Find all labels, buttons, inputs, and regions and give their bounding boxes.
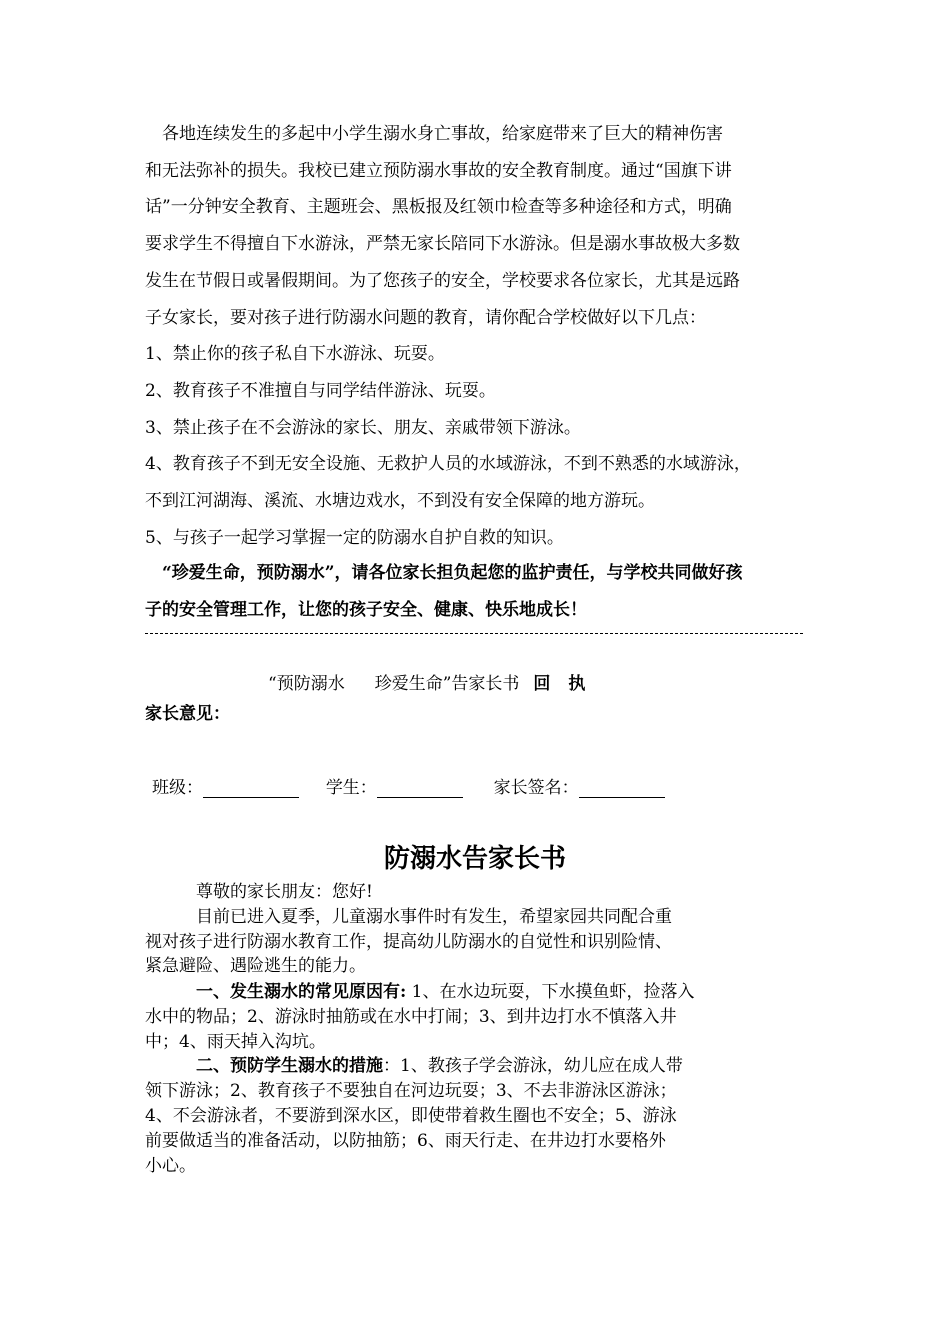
notice-item: 4、教育孩子不到无安全设施、无救护人员的水域游泳，不到不熟悉的水域游泳， <box>145 454 751 474</box>
notice-line: 要求学生不得擅自下水游泳，严禁无家长陪同下水游泳。但是溺水事故极大多数 <box>145 234 740 254</box>
notice-line: 各地连续发生的多起中小学生溺水身亡事故，给家庭带来了巨大的精神伤害 <box>145 124 723 144</box>
letter-line: 二、预防学生溺水的措施：1、教孩子学会游泳，幼儿应在成人带 <box>145 1056 683 1076</box>
letter-line: 一、发生溺水的常见原因有: 1、在水边玩耍，下水摸鱼虾，捡落入 <box>145 982 695 1002</box>
notice-item: 5、与孩子一起学习掌握一定的防溺水自护自救的知识。 <box>145 528 564 548</box>
letter-line: 4、不会游泳者，不要游到深水区，即使带着救生圈也不安全；5、游泳 <box>145 1106 677 1126</box>
signature-label: 家长签名： <box>493 778 579 798</box>
letter-line: 领下游泳；2、教育孩子不要独自在河边玩耍；3、不去非游泳区游泳； <box>145 1081 677 1101</box>
notice-line: 话”一分钟安全教育、主题班会、黑板报及红领巾检查等多种途径和方式，明确 <box>145 197 732 217</box>
letter-line: 小心。 <box>145 1156 196 1176</box>
receipt-title-part1: “预防溺水 <box>268 674 345 694</box>
receipt-title-bold: 回 执 <box>533 674 592 694</box>
notice-line: 发生在节假日或暑假期间。为了您孩子的安全，学校要求各位家长，尤其是远路 <box>145 271 740 291</box>
letter-line: 尊敬的家长朋友：您好! <box>145 882 373 902</box>
notice-closing: “珍爱生命，预防溺水”，请各位家长担负起您的监护责任，与学校共同做好孩 <box>145 563 743 583</box>
letter-title: 防溺水告家长书 <box>383 844 566 874</box>
letter-line: 中；4、雨天掉入沟坑。 <box>145 1032 326 1052</box>
receipt-title-part2: 珍爱生命”告家长书 <box>374 674 520 694</box>
notice-item: 2、教育孩子不准擅自与同学结伴游泳、玩耍。 <box>145 381 496 401</box>
student-blank-field[interactable] <box>377 781 463 798</box>
notice-line: 和无法弥补的损失。我校已建立预防溺水事故的安全教育制度。通过“国旗下讲 <box>145 161 732 181</box>
class-blank-field[interactable] <box>203 781 299 798</box>
notice-item: 不到江河湖海、溪流、水塘边戏水，不到没有安全保障的地方游玩。 <box>145 491 655 511</box>
notice-item: 3、禁止孩子在不会游泳的家长、朋友、亲戚带领下游泳。 <box>145 418 581 438</box>
class-label: 班级： <box>152 778 203 798</box>
letter-line: 水中的物品；2、游泳时抽筋或在水中打闹；3、到井边打水不慎落入井 <box>145 1007 677 1027</box>
notice-line: 子女家长，要对孩子进行防溺水问题的教育，请你配合学校做好以下几点： <box>145 308 706 328</box>
notice-item: 1、禁止你的孩子私自下水游泳、玩耍。 <box>145 344 445 364</box>
student-label: 学生： <box>325 778 377 798</box>
letter-line: 视对孩子进行防溺水教育工作，提高幼儿防溺水的自觉性和识别险情、 <box>145 932 672 952</box>
receipt-title <box>268 669 591 694</box>
cut-line-divider <box>145 633 803 634</box>
letter-line: 目前已进入夏季，儿童溺水事件时有发生，希望家园共同配合重 <box>145 907 672 927</box>
notice-closing: 子的安全管理工作，让您的孩子安全、健康、快乐地成长！ <box>145 600 587 620</box>
letter-line: 前要做适当的准备活动，以防抽筋；6、雨天行走、在井边打水要格外 <box>145 1131 666 1151</box>
parent-opinion-label: 家长意见： <box>145 704 230 724</box>
signature-blank-field[interactable] <box>579 781 665 798</box>
receipt-form-row <box>152 773 665 798</box>
letter-line: 紧急避险、遇险逃生的能力。 <box>145 956 366 976</box>
